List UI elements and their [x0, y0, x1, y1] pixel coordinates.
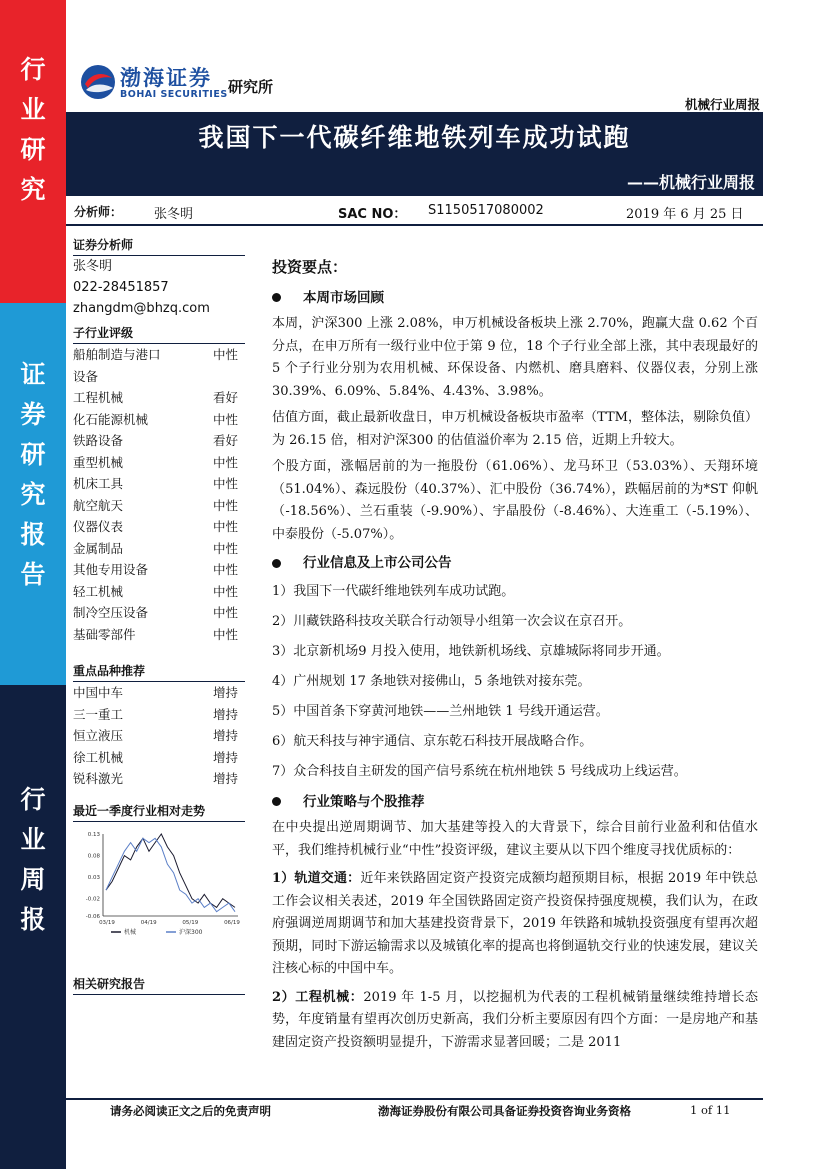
institute-label: 研究所 [228, 78, 274, 96]
footer-page-number: 1 of 11 [690, 1103, 731, 1117]
stripe-label-top [0, 50, 66, 210]
analyst-name: 张冬明 [73, 259, 113, 274]
row-rating: 中性 [213, 476, 239, 491]
report-type: 机械行业周报 [684, 97, 760, 112]
row-name: 设备 [73, 368, 99, 384]
news-list [272, 581, 758, 784]
rating-row [73, 602, 245, 624]
chart-series-line-0 [106, 834, 235, 907]
footer-disclaimer: 请务必阅读正文之后的免责声明 [110, 1104, 271, 1118]
paragraph: 估值方面，截止最新收盘日，申万机械设备板块市盈率（TTM，整体法，剔除负值）为 26.15 倍，相对沪深300 的估值溢价率为 2.15 倍，近期上升较大。 [272, 410, 758, 448]
rating-row [73, 409, 245, 431]
rating-row [73, 581, 245, 603]
row-name: 机床工具 [73, 476, 124, 491]
rating-row [73, 559, 245, 581]
paragraph-label: 2）工程机械： [272, 989, 364, 1005]
main-content [272, 256, 758, 1054]
row-name: 徐工机械 [73, 749, 124, 765]
stripe-char: 业 [20, 825, 46, 854]
rating-row [73, 473, 245, 495]
analyst-email: zhangdm@bhzq.com [73, 301, 210, 316]
bullet-icon [272, 559, 281, 568]
stripe-char: 告 [20, 560, 46, 589]
row-rating: 中性 [213, 626, 239, 642]
paragraph: 个股方面，涨幅居前的为一拖股份（61.06%）、龙马环卫（53.03%）、天翔环境（51.04%）、森远股份（40.37%）、汇中股份（36.74%），跌幅居前的为*ST 仰帆（-18.56%）、兰石重装（-9.90%）、宇晶股份（-8.46%）、大连重工（-5.19%）、中泰股份（-5.07%）。 [272, 459, 758, 542]
row-rating: 增持 [213, 771, 239, 786]
analyst-heading: 证券分析师 [73, 236, 245, 256]
stripe-char: 研 [20, 135, 46, 164]
chart-heading: 最近一季度行业相对走势 [73, 802, 245, 822]
row-rating: 中性 [213, 540, 239, 556]
investment-heading: 投资要点： [272, 258, 348, 276]
row-name: 化石能源机械 [73, 411, 149, 427]
paragraph [272, 868, 758, 981]
row-name: 其他专用设备 [73, 562, 149, 577]
row-rating: 增持 [213, 749, 239, 765]
row-rating: 中性 [213, 562, 239, 577]
rating-row [73, 344, 245, 366]
sac-label: SAC NO： [338, 207, 407, 222]
rating-row [73, 430, 245, 452]
row-name: 三一重工 [73, 706, 124, 722]
section-strategy [272, 791, 758, 814]
stripe-label-bottom [0, 780, 66, 940]
pick-row [73, 768, 245, 790]
row-rating: 看好 [213, 433, 239, 448]
company-name-en: BOHAI SECURITIES [120, 89, 228, 100]
row-rating: 看好 [213, 390, 239, 405]
stripe-char: 报 [20, 520, 46, 549]
row-name: 轻工机械 [73, 583, 124, 599]
sidebar-related [73, 975, 245, 995]
stripe-char: 证 [20, 360, 46, 389]
stripe-char: 究 [20, 480, 46, 509]
sidebar-chart [73, 802, 245, 822]
row-name: 工程机械 [73, 390, 124, 405]
pick-row [73, 747, 245, 769]
row-name: 中国中车 [73, 685, 124, 700]
rating-row [73, 516, 245, 538]
analyst-phone: 022-28451857 [73, 280, 169, 295]
stripe-label-middle [0, 355, 66, 595]
chart-y-tick-label: 0.13 [87, 832, 100, 838]
row-name: 航空航天 [73, 497, 124, 513]
row-rating: 增持 [213, 685, 239, 700]
paragraph [272, 987, 758, 1055]
row-rating: 中性 [213, 583, 239, 599]
news-item: 1）我国下一代碳纤维地铁列车成功试跑。 [272, 583, 515, 599]
sidebar-ratings [73, 324, 245, 645]
bullet-icon [272, 797, 281, 806]
paragraph-label: 1）轨道交通： [272, 871, 361, 886]
section-title: 本周市场回顾 [303, 289, 384, 306]
sac-number: S1150517080002 [428, 203, 544, 218]
news-item: 5）中国首条下穿黄河地铁——兰州地铁 1 号线开通运营。 [272, 703, 609, 719]
industry-trend-chart [73, 826, 245, 946]
rating-heading: 子行业评级 [73, 324, 245, 344]
stripe-char: 研 [20, 440, 46, 469]
stripe-char: 周 [20, 865, 46, 894]
chart-legend-label: 机械 [124, 929, 137, 936]
rating-list [73, 344, 245, 645]
row-rating: 增持 [213, 728, 239, 743]
row-name: 铁路设备 [73, 433, 124, 448]
row-name: 重型机械 [73, 454, 124, 470]
row-name: 基础零部件 [73, 626, 136, 642]
news-item: 3）北京新机场9 月投入使用，地铁新机场线、京雄城际将同步开通。 [272, 643, 670, 659]
stripe-char: 行 [20, 55, 46, 84]
report-subtitle: ——机械行业周报 [626, 173, 755, 192]
picks-heading: 重点品种推荐 [73, 662, 245, 682]
news-item: 2）川藏铁路科技攻关联合行动领导小组第一次会议在京召开。 [272, 613, 632, 629]
footer-qualification: 渤海证券股份有限公司具备证券投资咨询业务资格 [378, 1104, 631, 1118]
chart-y-tick-label: 0.08 [87, 853, 100, 860]
stripe-char: 券 [20, 400, 46, 429]
analyst-info-bar [66, 198, 763, 226]
rating-row [73, 452, 245, 474]
bullet-icon [272, 293, 281, 302]
chart-series-line-1 [106, 838, 235, 911]
row-name: 金属制品 [73, 540, 124, 556]
section-title: 行业策略与个股推荐 [303, 793, 425, 810]
chart-y-tick-label: 0.03 [87, 875, 100, 882]
row-name: 仪器仪表 [73, 519, 124, 534]
chart-y-tick-label: -0.06 [85, 914, 100, 920]
analyst-label: 分析师： [74, 205, 123, 219]
row-rating: 中性 [213, 519, 239, 534]
paragraph: 本周，沪深300 上涨 2.08%，申万机械设备板块上涨 2.70%，跑赢大盘 0.62 个百分点，在申万所有一级行业中位于第 9 位，18 个子行业全部上涨，其中表现最好的 5 个子行业分别为农用机械、环保设备、内燃机、磨具磨料、仪器仪表，分别上涨 30.39%、6.09%、5.84%、4.43%、3.98%。 [272, 316, 758, 399]
section-industry-news [272, 552, 758, 575]
row-name: 锐科激光 [73, 771, 124, 786]
row-rating: 中性 [213, 497, 239, 513]
sidebar-picks [73, 662, 245, 790]
company-name-cn: 渤海证券 [120, 66, 212, 90]
pick-row [73, 725, 245, 747]
pick-row [73, 704, 245, 726]
rating-row [73, 387, 245, 409]
row-name: 制冷空压设备 [73, 605, 149, 620]
footer-divider [66, 1098, 763, 1100]
paragraph-body: 2019 年 1-5 月，以挖掘机为代表的工程机械销量继续维持增长态势，年度销量有望再次创历史新高，我们分析主要原因有四个方面：一是房地产和基建固定资产投资额明显提升，下游需求显著回暖；二是 2011 [272, 989, 758, 1050]
row-rating: 增持 [213, 706, 239, 722]
analyst-name: 张冬明 [154, 207, 194, 222]
picks-list [73, 682, 245, 790]
news-item: 4）广州规划 17 条地铁对接佛山，5 条地铁对接东莞。 [272, 673, 591, 689]
report-title: 我国下一代碳纤维地铁列车成功试跑 [198, 123, 631, 152]
row-rating: 中性 [213, 454, 239, 470]
news-item: 6）航天科技与神宇通信、京东乾石科技开展战略合作。 [272, 733, 593, 749]
chart-x-tick-label: 04/19 [140, 920, 157, 926]
chart-y-tick-label: -0.02 [85, 896, 100, 903]
row-name: 恒立液压 [73, 728, 124, 743]
chart-legend-label: 沪深300 [179, 929, 203, 936]
stripe-char: 业 [20, 95, 46, 124]
bohai-logo-icon [80, 62, 116, 102]
rating-row [73, 495, 245, 517]
stripe-char: 报 [20, 905, 46, 934]
related-heading: 相关研究报告 [73, 975, 245, 995]
row-rating: 中性 [213, 411, 239, 427]
rating-row [73, 538, 245, 560]
section-title: 行业信息及上市公司公告 [303, 555, 452, 571]
sidebar-analyst [73, 236, 245, 319]
row-rating: 中性 [213, 347, 239, 362]
row-rating: 中性 [213, 605, 239, 620]
chart-x-tick-label: 03/19 [99, 920, 115, 926]
section-market-review [272, 287, 758, 310]
report-date: 2019 年 6 月 25 日 [626, 207, 744, 222]
stripe-char: 行 [20, 785, 46, 814]
row-name: 船舶制造与港口 [73, 347, 161, 362]
chart-x-tick-label: 05/19 [182, 920, 199, 926]
news-item: 7）众合科技自主研发的国产信号系统在杭州地铁 5 号线成功上线运营。 [272, 763, 687, 779]
chart-x-tick-label: 06/19 [224, 920, 240, 926]
stripe-char: 究 [20, 175, 46, 204]
rating-row [73, 366, 245, 388]
paragraph: 在中央提出逆周期调节、加大基建等投入的大背景下，综合目前行业盈利和估值水平，我们维持机械行业“中性”投资评级，建议主要从以下四个维度寻找优质标的： [272, 820, 758, 858]
rating-row [73, 624, 245, 646]
pick-row [73, 682, 245, 704]
paragraph-body: 近年来铁路固定资产投资完成额均超预期目标，根据 2019 年中铁总工作会议相关表述，2019 年全国铁路固定资产投资保持强度规模，我们认为，在政府强调逆周期调节和加大基建投资背景下，2019 年铁路和城轨投资强度有望再次超预期，同时下游运输需求以及城镇化率的提高也将倒逼轨交行业的快速发展，建议关注核心标的中国中车。 [272, 871, 758, 976]
